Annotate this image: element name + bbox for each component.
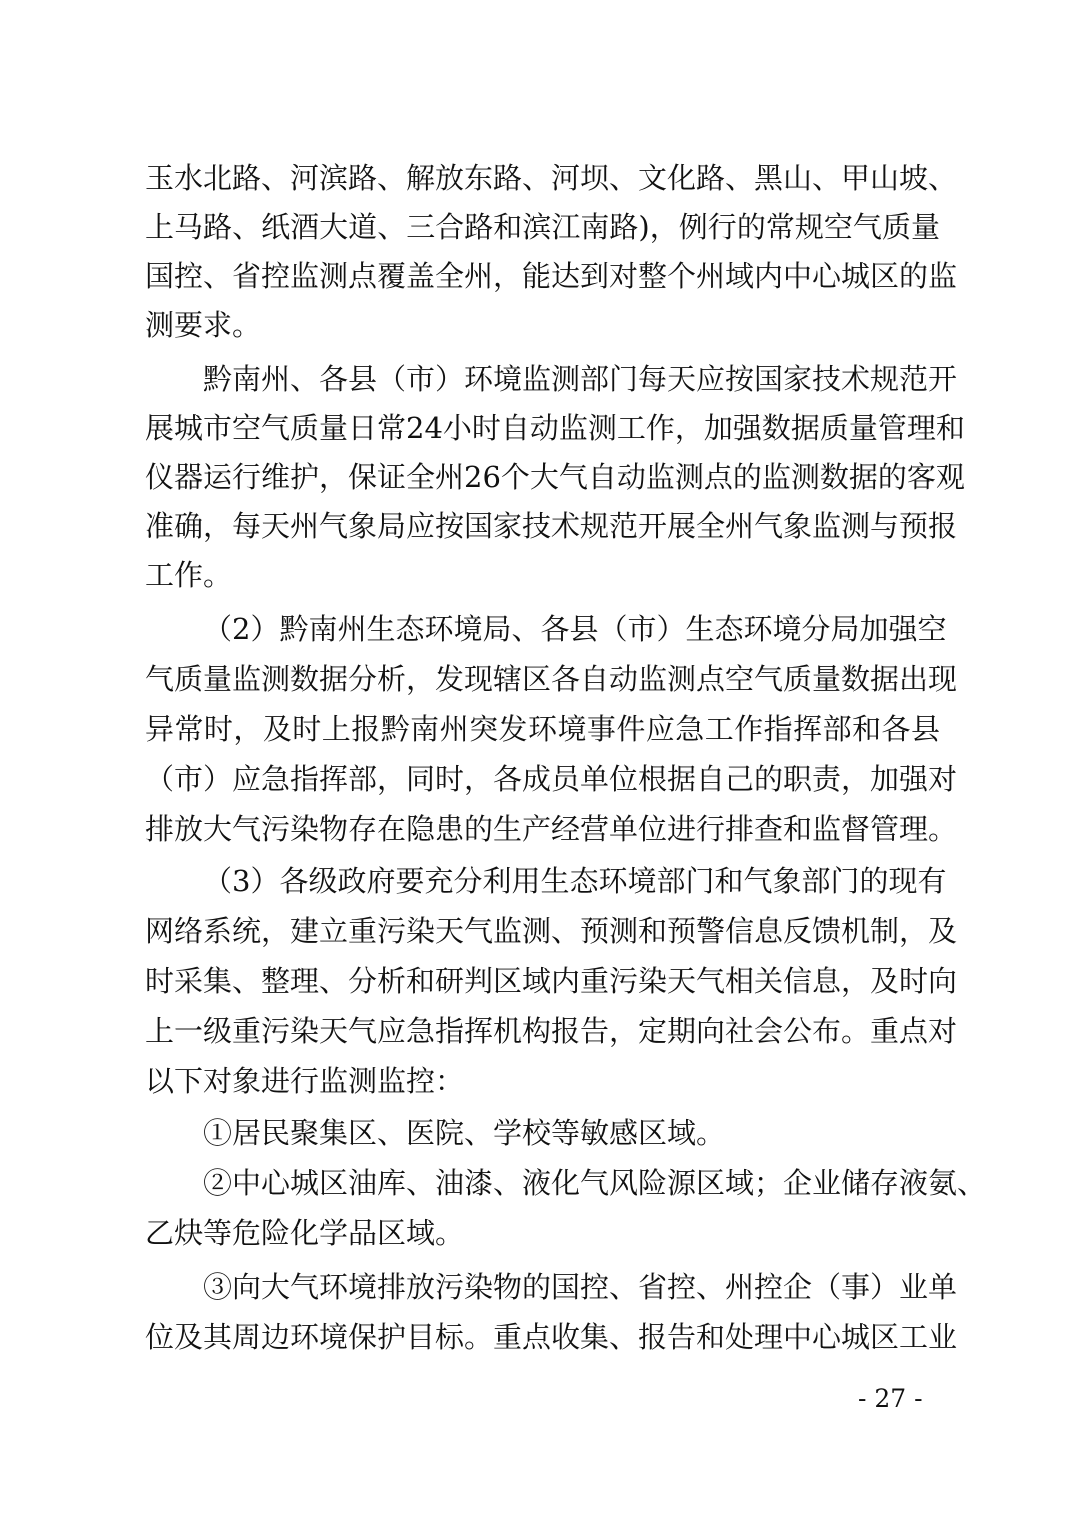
text-line: 网络系统，建立重污染天气监测、预测和预警信息反馈机制，及 [145,914,958,948]
text-line: 排放大气污染物存在隐患的生产经营单位进行排查和监督管理。 [145,812,958,846]
text-line: （市）应急指挥部，同时，各成员单位根据自己的职责，加强对 [145,762,958,796]
text-line: 展城市空气质量日常24小时自动监测工作，加强数据质量管理和 [145,411,965,445]
text-line: 异常时，及时上报黔南州突发环境事件应急工作指挥部和各县 [145,712,940,746]
text-line: （3）各级政府要充分利用生态环境部门和气象部门的现有 [203,864,947,898]
text-line: 玉水北路、河滨路、解放东路、河坝、文化路、黑山、甲山坡、 [145,161,958,195]
text-line: 上一级重污染天气应急指挥机构报告，定期向社会公布。重点对 [145,1014,958,1048]
text-line: ①居民聚集区、医院、学校等敏感区域。 [203,1116,726,1150]
text-line: 上马路、纸酒大道、三合路和滨江南路)，例行的常规空气质量 [145,210,940,244]
text-line: 仪器运行维护，保证全州26个大气自动监测点的监测数据的客观 [145,460,965,494]
text-line: 位及其周边环境保护目标。重点收集、报告和处理中心城区工业 [145,1320,958,1354]
text-line: 测要求。 [145,308,262,342]
text-line: 工作。 [145,558,233,592]
text-line: 以下对象进行监测监控： [145,1064,465,1098]
text-line: 黔南州、各县（市）环境监测部门每天应按国家技术规范开 [203,362,958,396]
text-line: 准确，每天州气象局应按国家技术规范开展全州气象监测与预报 [145,509,958,543]
text-line: 乙炔等危险化学品区域。 [145,1216,465,1250]
text-line: 时采集、整理、分析和研判区域内重污染天气相关信息，及时向 [145,964,958,998]
text-line: ③向大气环境排放污染物的国控、省控、州控企（事）业单 [203,1270,958,1304]
page-number: - 27 - [858,1384,923,1413]
text-line: ②中心城区油库、油漆、液化气风险源区域；企业储存液氨、 [203,1166,987,1200]
text-line: 气质量监测数据分析，发现辖区各自动监测点空气质量数据出现 [145,662,958,696]
text-line: （2）黔南州生态环境局、各县（市）生态环境分局加强空 [203,612,947,646]
text-line: 国控、省控监测点覆盖全州，能达到对整个州域内中心城区的监 [145,259,958,293]
